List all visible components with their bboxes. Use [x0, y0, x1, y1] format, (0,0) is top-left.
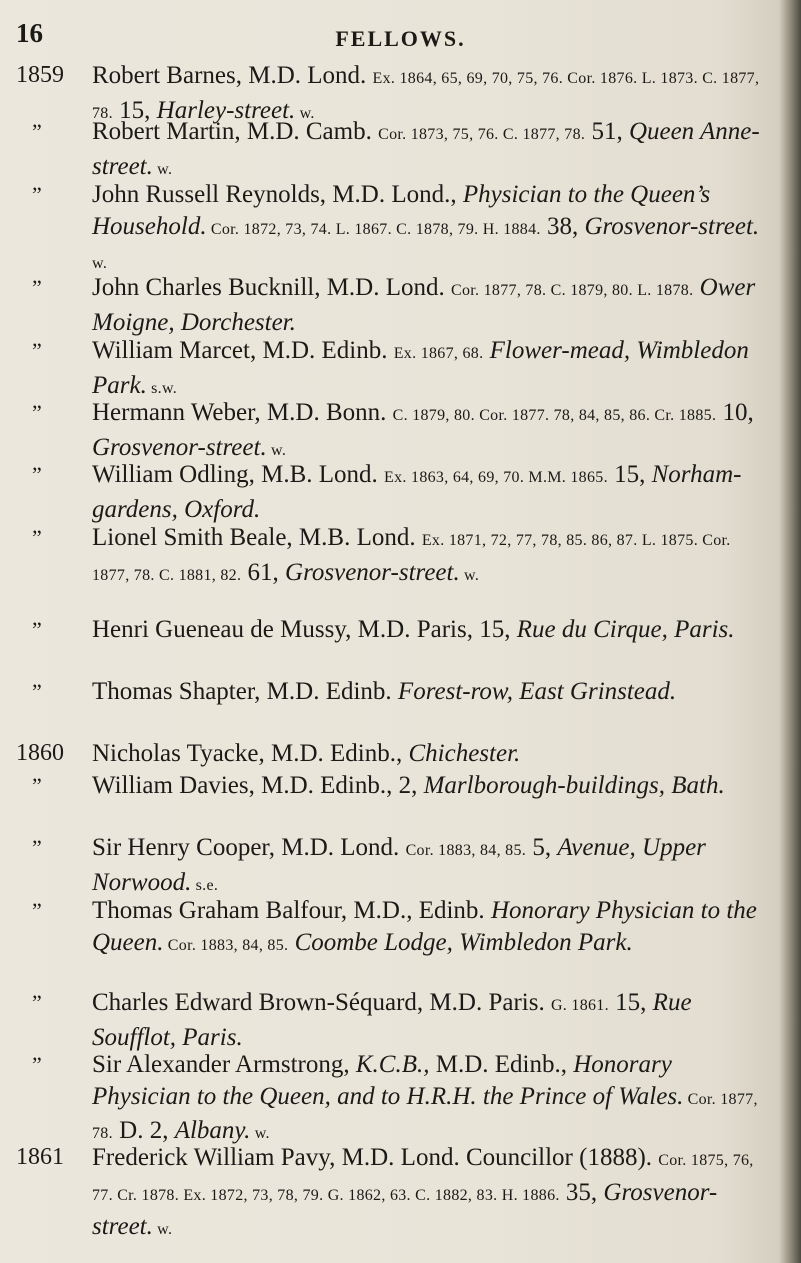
- name-text: Robert Barnes, M.D. Lond.: [92, 62, 373, 89]
- office-record: Ex. 1871, 72, 77, 78, 85. 86, 87. L. 1875. Cor. 1877, 78. C. 1881, 82.: [92, 532, 731, 584]
- fellow-text: [92, 832, 770, 901]
- fellow-text: [92, 1142, 770, 1246]
- fellow-text: [92, 1049, 770, 1150]
- ditto-mark: ”: [32, 182, 42, 207]
- office-record: Ex. 1867, 68.: [393, 345, 484, 362]
- fellow-text: [92, 522, 770, 591]
- fellow-text: [92, 272, 770, 338]
- name-text: John Russell Reynolds, M.D. Lond.,: [92, 181, 463, 208]
- name-text: William Odling, M.B. Lond.: [92, 461, 385, 488]
- address-text: Avenue, Upper Norwood.: [92, 834, 706, 896]
- name-text: 61,: [241, 558, 286, 586]
- fellow-text: [92, 459, 770, 525]
- address-text: Honorary Physician to the Queen.: [92, 897, 757, 956]
- election-year: 1859: [16, 62, 64, 88]
- address-text: Albany.: [174, 1117, 251, 1144]
- name-text: 15,: [607, 461, 652, 488]
- name-text: Thomas Shapter, M.D. Edinb.: [92, 678, 398, 705]
- office-record: w.: [152, 1221, 173, 1238]
- fellow-text: [92, 116, 770, 185]
- ditto-mark: ”: [32, 275, 42, 300]
- ditto-mark: ”: [32, 525, 42, 550]
- address-text: Flower-mead, Wimbledon Park.: [92, 337, 749, 399]
- address-text: Queen Anne-street.: [92, 118, 760, 180]
- election-year: 1861: [16, 1144, 64, 1170]
- office-record: C. 1879, 80. Cor. 1877. 78, 84, 85, 86. Cr. 1885.: [392, 407, 717, 424]
- ditto-mark: ”: [32, 990, 42, 1015]
- name-text: Lionel Smith Beale, M.B. Lond.: [92, 524, 422, 551]
- ditto-mark: ”: [32, 617, 42, 642]
- address-text: Coombe Lodge, Wimbledon Park.: [288, 928, 633, 956]
- address-text: Grosvenor-street.: [92, 433, 267, 461]
- office-record: Cor. 1872, 73, 74. L. 1867. C. 1878, 79. H. 1884.: [206, 220, 541, 238]
- address-text: Physician to the Queen’s Household.: [92, 181, 711, 240]
- office-record: Cor. 1883, 84, 85.: [163, 936, 289, 954]
- name-text: Hermann Weber, M.D. Bonn.: [92, 399, 393, 426]
- name-text: 15,: [112, 96, 157, 124]
- name-text: Frederick William Pavy, M.D. Lond. Councillor (1888).: [92, 1144, 659, 1171]
- office-record: G. 1861.: [550, 997, 609, 1014]
- office-record: Cor. 1877, 78. C. 1879, 80. L. 1878.: [451, 282, 694, 299]
- address-text: Grosvenor-street.: [584, 212, 760, 240]
- fellow-text: [92, 770, 770, 802]
- office-record: Ex. 1864, 65, 69, 70, 75, 76. Cor. 1876. L. 1873. C. 1877, 78.: [92, 70, 760, 122]
- ditto-mark: ”: [32, 898, 42, 923]
- ditto-mark: ”: [32, 1052, 42, 1077]
- address-text: Harley-street.: [156, 96, 296, 124]
- address-text: K.C.B.,: [355, 1051, 430, 1078]
- address-text: Rue du Cirque, Paris.: [516, 616, 735, 643]
- name-text: Charles Edward Brown-Séquard, M.D. Paris.: [92, 989, 551, 1016]
- office-record: w.: [459, 566, 480, 584]
- running-head: FELLOWS.: [335, 26, 466, 51]
- name-text: 15,: [608, 989, 653, 1016]
- fellow-text: [92, 987, 770, 1053]
- ditto-mark: ”: [32, 835, 42, 860]
- office-record: Cor. 1873, 75, 76. C. 1877, 78.: [378, 126, 586, 143]
- name-text: Sir Henry Cooper, M.D. Lond.: [92, 834, 406, 861]
- address-text: Marlborough-buildings, Bath.: [423, 772, 725, 799]
- fellow-text: [92, 614, 770, 646]
- office-record: Cor. 1877, 78.: [92, 1090, 758, 1142]
- fellow-text: [92, 335, 770, 404]
- office-record: w.: [152, 160, 173, 178]
- ditto-mark: ”: [32, 400, 42, 425]
- address-text: Grosvenor-street.: [92, 1178, 718, 1240]
- ditto-mark: ”: [32, 462, 42, 487]
- name-text: 51,: [585, 118, 629, 145]
- fellow-text: [92, 676, 770, 708]
- address-text: Norham-gardens, Oxford.: [92, 461, 742, 523]
- fellow-text: [92, 895, 770, 961]
- fellow-text: [92, 397, 770, 466]
- name-text: William Davies, M.D. Edinb., 2,: [92, 772, 424, 799]
- address-text: Rue Soufflot, Paris.: [92, 989, 692, 1051]
- address-text: Grosvenor-street.: [285, 558, 460, 586]
- address-text: Chichester.: [408, 740, 521, 767]
- name-text: Henri Gueneau de Mussy, M.D. Paris, 15,: [92, 616, 517, 643]
- page-edge-shadow: [779, 0, 801, 1263]
- election-year: 1860: [16, 740, 64, 766]
- address-text: Ower Moigne, Dorchester.: [92, 274, 756, 336]
- name-text: M.D. Edinb.,: [429, 1051, 574, 1078]
- fellow-text: [92, 179, 770, 280]
- name-text: 38,: [540, 212, 585, 240]
- ditto-mark: ”: [32, 679, 42, 704]
- ditto-mark: ”: [32, 773, 42, 798]
- name-text: Robert Martin, M.D. Camb.: [92, 118, 379, 145]
- office-record: w.: [266, 441, 287, 459]
- address-text: Forest-row, East Grinstead.: [397, 678, 677, 705]
- office-record: s.w.: [146, 379, 178, 397]
- name-text: Nicholas Tyacke, M.D. Edinb.,: [92, 740, 409, 767]
- name-text: Sir Alexander Armstrong,: [92, 1051, 356, 1078]
- office-record: Cor. 1875, 76, 77. Cr. 1878. Ex. 1872, 73, 78, 79. G. 1862, 63. C. 1882, 83. H. 1886.: [92, 1152, 754, 1204]
- office-record: w.: [295, 104, 315, 122]
- name-text: 5,: [526, 834, 558, 861]
- office-record: s.e.: [191, 876, 219, 894]
- name-text: Thomas Graham Balfour, M.D., Edinb.: [92, 897, 491, 924]
- office-record: Cor. 1883, 84, 85.: [405, 842, 527, 859]
- name-text: 10,: [716, 399, 754, 426]
- office-record: w.: [92, 255, 108, 272]
- ditto-mark: ”: [32, 119, 42, 144]
- name-text: John Charles Bucknill, M.D. Lond.: [92, 274, 452, 301]
- name-text: 35,: [559, 1178, 604, 1206]
- fellow-text: [92, 738, 770, 770]
- page-number: 16: [16, 18, 43, 48]
- address-text: Honorary Physician to the Queen, and to H.R.H. the Prince of Wales.: [92, 1051, 684, 1110]
- name-text: D. 2,: [112, 1117, 175, 1144]
- ditto-mark: ”: [32, 338, 42, 363]
- office-record: Ex. 1863, 64, 69, 70. M.M. 1865.: [384, 469, 608, 486]
- name-text: William Marcet, M.D. Edinb.: [92, 337, 394, 364]
- office-record: w.: [250, 1125, 270, 1142]
